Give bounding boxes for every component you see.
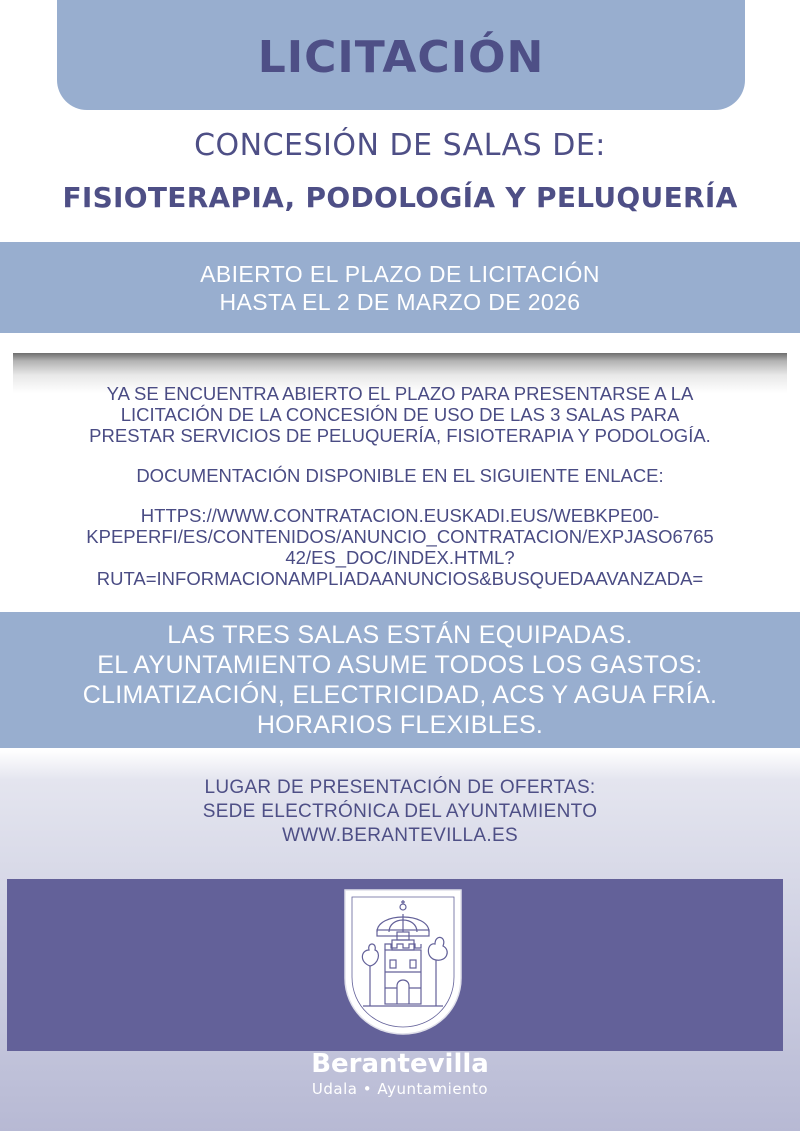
deadline-band (0, 242, 800, 333)
deadline-line-2: HASTA EL 2 DE MARZO DE 2026 (219, 288, 581, 315)
subtitle: CONCESIÓN DE SALAS DE: (194, 128, 606, 163)
feature-line: EL AYUNTAMIENTO ASUME TODOS LOS GASTOS: (97, 651, 703, 679)
url-line[interactable]: HTTPS://WWW.CONTRATACION.EUSKADI.EUS/WEBKPE00- (140, 505, 660, 526)
feature-line: CLIMATIZACIÓN, ELECTRICIDAD, ACS Y AGUA FRÍA. (82, 681, 718, 709)
url-line[interactable]: KPEPERFI/ES/CONTENIDOS/ANUNCIO_CONTRATACION/EXPJASO6765 (86, 526, 714, 547)
feature-line: LAS TRES SALAS ESTÁN EQUIPADAS. (167, 621, 633, 649)
info-line: PRESTAR SERVICIOS DE PELUQUERÍA, FISIOTERAPIA Y PODOLOGÍA. (89, 425, 711, 446)
coat-of-arms-icon (343, 888, 463, 1036)
submission-line: SEDE ELECTRÓNICA DEL AYUNTAMIENTO (202, 801, 598, 822)
submission-line: LUGAR DE PRESENTACIÓN DE OFERTAS: (204, 777, 596, 798)
title-banner (57, 0, 745, 110)
services-heading: FISIOTERAPIA, PODOLOGÍA Y PELUQUERÍA (62, 181, 738, 214)
deadline-line-1: ABIERTO EL PLAZO DE LICITACIÓN (200, 260, 600, 287)
features-band (0, 612, 800, 748)
info-line: LICITACIÓN DE LA CONCESIÓN DE USO DE LAS 3 SALAS PARA (120, 404, 680, 425)
documentation-link[interactable] (30, 505, 770, 589)
page-title: LICITACIÓN (257, 31, 545, 83)
website-link[interactable]: WWW.BERANTEVILLA.ES (282, 825, 518, 846)
documentation-label: DOCUMENTACIÓN DISPONIBLE EN EL SIGUIENTE ENLACE: (136, 465, 664, 486)
brand-name: Berantevilla (311, 1049, 489, 1079)
info-text (30, 383, 770, 589)
submission-info (0, 776, 800, 848)
feature-line: HORARIOS FLEXIBLES. (256, 711, 544, 739)
brand-tagline: Udala • Ayuntamiento (311, 1080, 489, 1098)
url-line[interactable]: 42/ES_DOC/INDEX.HTML? (285, 547, 515, 568)
url-line[interactable]: RUTA=INFORMACIONAMPLIADAANUNCIOS&BUSQUEDAAVANZADA= (96, 568, 704, 589)
info-line: YA SE ENCUENTRA ABIERTO EL PLAZO PARA PRESENTARSE A LA (106, 383, 694, 404)
